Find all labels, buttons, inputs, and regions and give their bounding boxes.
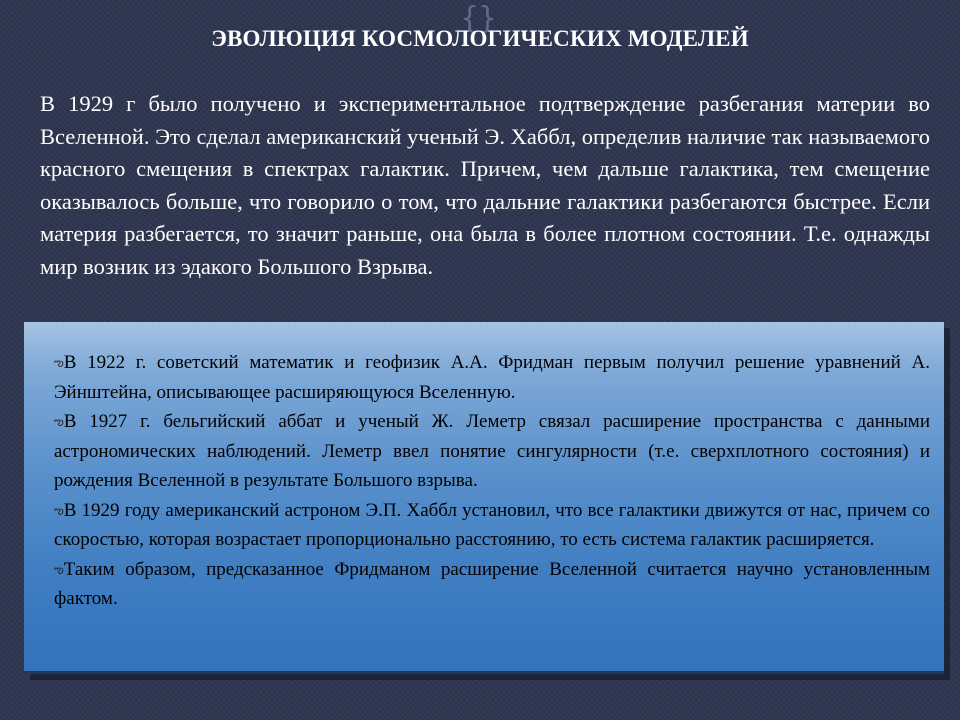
bullet-icon: ఌ	[54, 562, 64, 576]
right-brace-ornament: }	[478, 1, 498, 36]
list-item	[54, 555, 930, 614]
list-item-text: В 1929 году американский астроном Э.П. Хаббл установил, что все галактики движутся от нас, причем со скоростью, которая возрастает пропорционально расстоянию, то есть система галактик расширяется.	[54, 499, 930, 550]
list-item-text: В 1927 г. бельгийский аббат и ученый Ж. Леметр связал расширение пространства с данными астрономических наблюдений. Леметр ввел понятие сингулярности (т.е. сверхплотного состояния) и рождения Вселенной в результате Большого взрыва.	[54, 411, 930, 491]
list-item-text: Таким образом, предсказанное Фридманом расширение Вселенной считается научно установленным фактом.	[54, 558, 930, 609]
history-list	[54, 348, 930, 614]
history-box	[24, 322, 944, 674]
intro-paragraph: В 1929 г было получено и экспериментальное подтверждение разбегания материи во Вселенной. Это сделал американский ученый Э. Хаббл, определив наличие так называемого красного смещения в спектрах галактик. Причем, чем дальше галактика, тем смещение оказывалось больше, что говорило о том, что дальние галактики разбегаются быстрее. Если материя разбегается, то значит раньше, она была в более плотном состоянии. Т.е. однажды мир возник из эдакого Большого Взрыва.	[40, 91, 930, 279]
list-item	[54, 407, 930, 496]
bullet-icon: ఌ	[54, 503, 64, 517]
bullet-icon: ఌ	[54, 356, 64, 369]
slide-title: ЭВОЛЮЦИЯ КОСМОЛОГИЧЕСКИХ МОДЕЛЕЙ	[211, 26, 749, 51]
bullet-icon: ఌ	[54, 415, 64, 428]
list-item-text: В 1922 г. советский математик и геофизик А.А. Фридман первым получил решение уравнений А. Эйнштейна, описывающее расширяющуюся Вселенную.	[54, 352, 930, 403]
left-brace-ornament: {	[460, 1, 480, 36]
list-item	[54, 496, 930, 555]
list-item	[54, 348, 930, 407]
